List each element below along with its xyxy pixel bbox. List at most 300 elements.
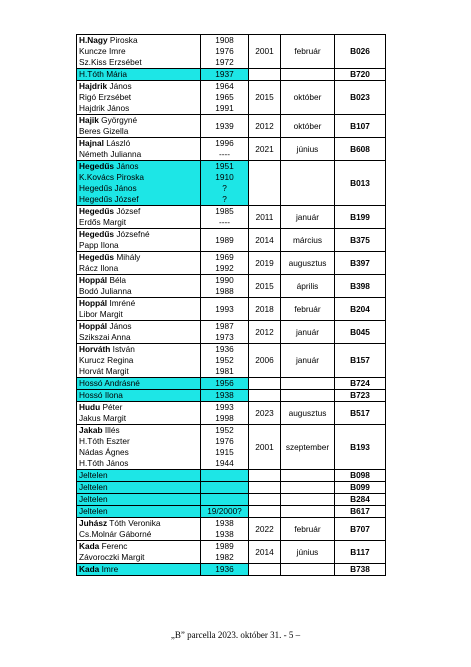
table-row [77,161,386,206]
person-name [79,57,200,68]
burial-year-cell: 2015 [249,275,281,298]
birth-years-cell [201,229,249,252]
grave-code-cell: B724 [335,378,386,390]
person-name [79,321,200,332]
names-cell [77,390,201,402]
person-name [79,413,200,424]
birth-years-cell [201,344,249,378]
birth-year: ? [222,183,227,193]
family-name: Hoppál [79,298,108,308]
names-cell [77,564,201,576]
given-name: László [106,138,131,148]
burial-month-cell: szeptember [281,425,335,470]
given-name: Jeltelen [79,494,108,504]
names-cell [77,344,201,378]
person-name [79,81,200,92]
birth-years-cell [201,470,249,482]
family-name: Hegedűs [79,252,115,262]
person-name [79,217,200,228]
burial-year-cell: 2021 [249,138,281,161]
birth-year: 1992 [215,263,234,273]
given-name: Hajdrik János [79,103,130,113]
burial-year-cell [249,470,281,482]
birth-year: 1936 [215,344,234,354]
person-name [79,275,200,286]
birth-year: 1937 [215,69,234,79]
given-name: János [109,321,132,331]
birth-year: 1908 [215,35,234,45]
person-name [79,529,200,540]
given-name: H.Tóth Mária [79,69,127,79]
person-name [79,355,200,366]
birth-year: ---- [218,149,231,159]
birth-year: 1993 [215,303,234,314]
person-name [79,402,200,413]
birth-year: 1915 [215,447,234,457]
birth-years-cell [201,115,249,138]
names-cell [77,81,201,115]
person-name [79,183,200,194]
given-name: Libor Margit [79,309,123,319]
person-name [79,494,200,505]
birth-years-cell [201,35,249,69]
given-name: Imréné [109,298,136,308]
given-name: Kuncze Imre [79,46,126,56]
given-name: Györgyné [101,115,138,125]
burial-month-cell: január [281,206,335,229]
person-name [79,298,200,309]
birth-years-cell [201,402,249,425]
person-name [79,332,200,343]
given-name: Illés [104,425,120,435]
burial-year-cell [249,69,281,81]
person-name [79,206,200,217]
birth-year: 1976 [215,46,234,56]
burial-month-cell: augusztus [281,402,335,425]
grave-code-cell: B045 [335,321,386,344]
burial-month-cell: augusztus [281,252,335,275]
grave-code-cell: B707 [335,518,386,541]
given-name: Horvát Margit [79,366,129,376]
burial-month-cell [281,378,335,390]
table-row [77,494,386,506]
burial-month-cell: június [281,138,335,161]
given-name: Mihály [116,252,141,262]
person-name [79,447,200,458]
table-row [77,35,386,69]
given-name: Hegedűs János [79,183,137,193]
person-name [79,46,200,57]
birth-years-cell [201,138,249,161]
family-name: Kada [79,541,100,551]
person-name [79,126,200,137]
grave-code-cell: B608 [335,138,386,161]
burial-year-cell: 2001 [249,35,281,69]
burial-month-cell [281,470,335,482]
person-name [79,518,200,529]
grave-code-cell: B026 [335,35,386,69]
family-name: Jakab [79,425,103,435]
birth-years-cell [201,390,249,402]
names-cell [77,402,201,425]
person-name [79,378,200,389]
table-row [77,425,386,470]
person-name [79,263,200,274]
given-name: H.Tóth János [79,458,129,468]
birth-year: 1991 [215,103,234,113]
birth-years-cell [201,206,249,229]
person-name [79,229,200,240]
burial-year-cell: 2011 [249,206,281,229]
birth-year [201,482,248,493]
birth-year: 1987 [215,321,234,331]
birth-year: 1952 [215,425,234,435]
birth-year: 1996 [215,138,234,148]
grave-register-body [77,35,386,576]
grave-code-cell: B157 [335,344,386,378]
given-name: Bodó Julianna [79,286,132,296]
names-cell [77,252,201,275]
person-name [79,366,200,377]
table-row [77,518,386,541]
given-name: Jeltelen [79,506,108,516]
grave-code-cell: B107 [335,115,386,138]
names-cell [77,161,201,206]
burial-year-cell [249,506,281,518]
burial-year-cell: 2022 [249,518,281,541]
birth-year: 1973 [215,332,234,342]
birth-years-cell [201,541,249,564]
person-name [79,390,200,401]
table-row [77,298,386,321]
burial-year-cell [249,564,281,576]
person-name [79,458,200,469]
birth-year: 1969 [215,252,234,262]
birth-years-cell [201,378,249,390]
family-name: Kada [79,564,100,574]
given-name: Kurucz Regina [79,355,134,365]
burial-year-cell [249,378,281,390]
names-cell [77,275,201,298]
family-name: Juhász [79,518,108,528]
person-name [79,425,200,436]
family-name: Hudu [79,402,101,412]
burial-year-cell: 2019 [249,252,281,275]
given-name: Németh Julianna [79,149,142,159]
birth-years-cell [201,69,249,81]
person-name [79,436,200,447]
grave-code-cell: B517 [335,402,386,425]
person-name [79,564,200,575]
birth-years-cell [201,506,249,518]
given-name: Imre [101,564,119,574]
burial-month-cell: február [281,298,335,321]
person-name [79,115,200,126]
grave-code-cell: B099 [335,482,386,494]
burial-year-cell: 2001 [249,425,281,470]
given-name: Rácz Ilona [79,263,119,273]
grave-code-cell: B117 [335,541,386,564]
birth-year: 1952 [215,355,234,365]
family-name: H.Nagy [79,35,108,45]
burial-month-cell [281,494,335,506]
person-name [79,344,200,355]
birth-year: ? [222,194,227,204]
given-name: Szikszai Anna [79,332,131,342]
burial-month-cell: október [281,81,335,115]
names-cell [77,378,201,390]
given-name: Hossó Andrásné [79,378,140,388]
birth-year: 1993 [215,402,234,412]
table-row [77,206,386,229]
person-name [79,161,200,172]
birth-year: 1998 [215,413,234,423]
burial-month-cell: június [281,541,335,564]
burial-year-cell: 2006 [249,344,281,378]
grave-code-cell: B720 [335,69,386,81]
grave-code-cell: B204 [335,298,386,321]
names-cell [77,138,201,161]
birth-year [201,494,248,505]
burial-month-cell: február [281,35,335,69]
given-name: Péter [102,402,123,412]
given-name: Rigó Erzsébet [79,92,132,102]
grave-code-cell: B284 [335,494,386,506]
birth-year: 1938 [215,529,234,539]
grave-code-cell: B098 [335,470,386,482]
given-name: K.Kovács Piroska [79,172,145,182]
grave-code-cell: B199 [335,206,386,229]
birth-years-cell [201,275,249,298]
names-cell [77,482,201,494]
person-name [79,103,200,114]
birth-year: 1985 [215,206,234,216]
table-row [77,81,386,115]
burial-month-cell [281,161,335,206]
given-name: Tóth Veronika [109,518,161,528]
names-cell [77,541,201,564]
burial-year-cell: 2014 [249,541,281,564]
table-row [77,482,386,494]
names-cell [77,206,201,229]
birth-years-cell [201,425,249,470]
names-cell [77,425,201,470]
given-name: Závoroczki Margit [79,552,145,562]
burial-year-cell [249,390,281,402]
burial-month-cell [281,564,335,576]
burial-year-cell: 2018 [249,298,281,321]
birth-year: 1976 [215,436,234,446]
given-name: H.Tóth Eszter [79,436,130,446]
person-name [79,541,200,552]
person-name [79,35,200,46]
given-name: Sz.Kiss Erzsébet [79,57,142,67]
person-name [79,506,200,517]
person-name [79,138,200,149]
family-name: Hajnal [79,138,104,148]
given-name: Erdős Margit [79,217,127,227]
given-name: Papp Ilona [79,240,119,250]
table-row [77,402,386,425]
birth-years-cell [201,494,249,506]
person-name [79,92,200,103]
family-name: Hegedűs [79,161,115,171]
names-cell [77,229,201,252]
given-name: Jakus Margit [79,413,127,423]
birth-year: 1939 [215,120,234,131]
given-name: Jeltelen [79,470,108,480]
burial-year-cell: 2012 [249,115,281,138]
person-name [79,470,200,481]
grave-code-cell: B193 [335,425,386,470]
birth-years-cell [201,161,249,206]
table-row [77,470,386,482]
grave-code-cell: B738 [335,564,386,576]
given-name: Nádas Ágnes [79,447,129,457]
person-name [79,482,200,493]
burial-year-cell: 2012 [249,321,281,344]
grave-code-cell: B617 [335,506,386,518]
table-row [77,564,386,576]
table-row [77,321,386,344]
table-row [77,115,386,138]
birth-year: 1938 [215,518,234,528]
grave-code-cell: B013 [335,161,386,206]
table-row [77,506,386,518]
table-row [77,252,386,275]
table-row [77,390,386,402]
birth-year: 1944 [215,458,234,468]
burial-month-cell [281,506,335,518]
birth-year: 1936 [215,564,234,574]
birth-year: 1938 [215,390,234,400]
given-name: Piroska [109,35,138,45]
family-name: Hajdrik [79,81,108,91]
table-row [77,229,386,252]
names-cell [77,321,201,344]
page-footer: „B” parcella 2023. október 31. - 5 – [170,630,301,640]
given-name: István [112,344,135,354]
names-cell [77,69,201,81]
given-name: Józsefné [116,229,150,239]
birth-year: 1972 [215,57,234,67]
burial-year-cell [249,494,281,506]
family-name: Hajik [79,115,99,125]
birth-year [201,470,248,481]
given-name: Ferenc [101,541,128,551]
names-cell [77,35,201,69]
grave-register-table [76,34,386,576]
birth-years-cell [201,518,249,541]
burial-month-cell: január [281,321,335,344]
person-name [79,309,200,320]
burial-year-cell: 2015 [249,81,281,115]
table-row [77,69,386,81]
table-row [77,275,386,298]
person-name [79,194,200,205]
birth-years-cell [201,321,249,344]
family-name: Hoppál [79,275,108,285]
birth-year: 1956 [215,378,234,388]
birth-year: 1982 [215,552,234,562]
names-cell [77,494,201,506]
burial-month-cell: október [281,115,335,138]
given-name: János [116,161,139,171]
given-name: Hegedűs József [79,194,139,204]
birth-year: 1951 [215,161,234,171]
burial-year-cell [249,482,281,494]
burial-year-cell: 2023 [249,402,281,425]
burial-month-cell [281,69,335,81]
birth-years-cell [201,482,249,494]
given-name: Hossó Ilona [79,390,123,400]
given-name: Beres Gizella [79,126,129,136]
burial-year-cell: 2014 [249,229,281,252]
grave-code-cell: B375 [335,229,386,252]
birth-year: 1964 [215,81,234,91]
given-name: János [109,81,132,91]
burial-month-cell [281,482,335,494]
person-name [79,172,200,183]
family-name: Hegedűs [79,229,115,239]
grave-code-cell: B398 [335,275,386,298]
names-cell [77,298,201,321]
table-row [77,378,386,390]
person-name [79,69,200,80]
grave-code-cell: B397 [335,252,386,275]
birth-year: 1988 [215,286,234,296]
names-cell [77,470,201,482]
person-name [79,240,200,251]
birth-year: 1989 [215,234,234,245]
birth-year: 1910 [215,172,234,182]
table-row [77,344,386,378]
burial-year-cell [249,161,281,206]
grave-code-cell: B023 [335,81,386,115]
table-row [77,541,386,564]
given-name: Béla [109,275,127,285]
burial-month-cell: január [281,344,335,378]
person-name [79,149,200,160]
person-name [79,252,200,263]
names-cell [77,506,201,518]
table-row [77,138,386,161]
person-name [79,286,200,297]
birth-years-cell [201,81,249,115]
birth-year: 1990 [215,275,234,285]
given-name: József [116,206,141,216]
names-cell [77,518,201,541]
burial-month-cell: április [281,275,335,298]
given-name: Jeltelen [79,482,108,492]
burial-month-cell: március [281,229,335,252]
family-name: Hoppál [79,321,108,331]
burial-month-cell: február [281,518,335,541]
family-name: Horváth [79,344,111,354]
person-name [79,552,200,563]
given-name: Cs.Molnár Gáborné [79,529,152,539]
birth-years-cell [201,564,249,576]
birth-year: 1981 [215,366,234,376]
family-name: Hegedűs [79,206,115,216]
names-cell [77,115,201,138]
birth-years-cell [201,298,249,321]
burial-month-cell [281,390,335,402]
birth-year: ---- [218,217,231,227]
birth-year: 1965 [215,92,234,102]
birth-year: 1989 [215,541,234,551]
grave-code-cell: B723 [335,390,386,402]
